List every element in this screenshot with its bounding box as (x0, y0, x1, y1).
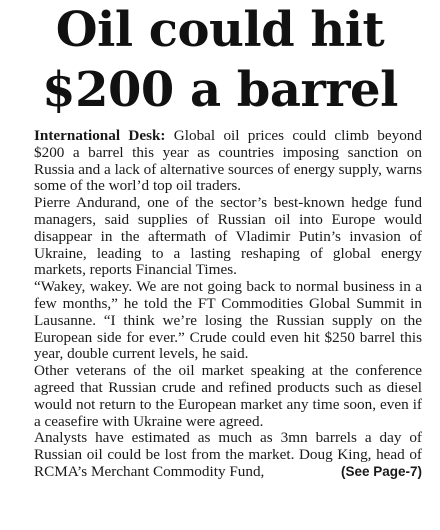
dateline: International Desk: (34, 127, 166, 144)
headline-line-2: $200 a barrel (42, 62, 398, 118)
paragraph-1-text: Global oil prices could climb beyond $200 a barrel this year as countries imposing sanction on Russia and a lack of alternative sources of energy supply, warns some of the worl’d top oil traders. (34, 127, 423, 195)
paragraph-2: Pierre Andurand, one of the sector’s best-known hedge fund managers, said supplies of Russian oil into Europe would disappear in the aftermath of Vladimir Putin’s invasion of Ukraine, leading to a lasting reshaping of global energy markets, reports Financial Times. (34, 194, 422, 279)
paragraph-1 (34, 128, 422, 195)
paragraph-5 (34, 430, 422, 480)
paragraph-3: “Wakey, wakey. We are not going back to normal business in a few months,” he told the FT Commodities Global Summit in Lausanne. “I think we’re losing the Russian supply on the European side for ever.” Crude could even hit $250 barrel this year, double current levels, he said. (34, 278, 422, 363)
headline-line-1: Oil could hit (55, 2, 385, 58)
article-body (34, 128, 422, 481)
continuation-reference: (See Page-7) (340, 463, 422, 479)
paragraph-4: Other veterans of the oil market speaking at the conference agreed that Russian crude and refined products such as diesel would not return to the European market any time soon, even if a ceasefire with Ukraine were agreed. (34, 362, 422, 430)
paragraph-5-text: Analysts have estimated as much as 3mn barrels a day of Russian oil could be lost from the market. Doug King, head of RCMA’s Merchant Commodity Fund, (34, 429, 422, 480)
